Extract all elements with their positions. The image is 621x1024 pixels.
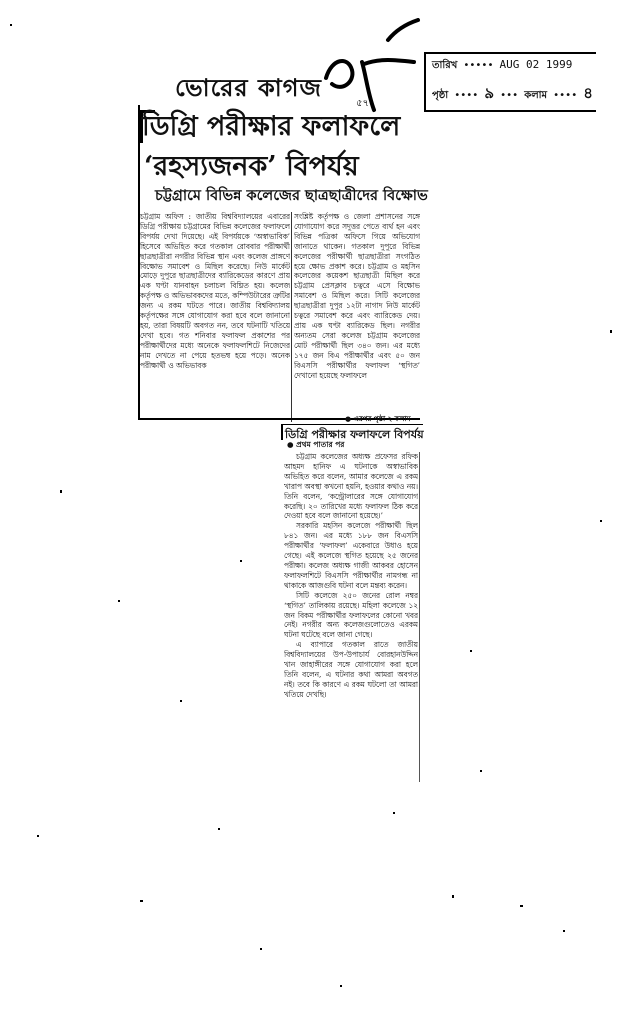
scan-speck: [218, 828, 220, 830]
scan-speck: [520, 905, 523, 907]
scan-speck: [37, 835, 39, 837]
column-divider: [291, 212, 292, 422]
scan-speck: [470, 650, 472, 652]
continuation-paragraph: সরকারি মহসিন কলেজে পরীক্ষার্থী ছিল ৮৪১ জন। এর মধ্যে ১৮৮ জন বিএসসি পরীক্ষার্থীর ‘ফলাফল’ একেবারে উধাও হয়ে গেছে। এই কলেজে স্থগিত হয়েছে ২৫ জনের পরীক্ষা। কলেজ অধ্যক্ষ গাজী আকবর হোসেন ফলাফলশিটে বিএসসি পরীক্ষার্থীর নামগন্ধ না থাকাকে আজগুবি ঘটনা বলে মন্তব্য করেন।: [284, 521, 418, 590]
scan-speck: [340, 985, 342, 987]
scan-speck: [180, 700, 182, 702]
scan-speck: [60, 490, 62, 493]
scan-speck: [480, 770, 482, 772]
scan-speck: [10, 24, 12, 26]
handwritten-mark: [318, 18, 426, 113]
continued-note: ● এরপর পৃষ্ঠা ২ কলাম: [345, 414, 411, 423]
headline-line-2: ‘রহস্যজনক’ বিপর্যয়: [144, 151, 359, 182]
continuation-title: ডিগ্রি পরীক্ষার ফলাফলে বিপর্যয়: [285, 428, 424, 441]
article-column-1: চট্টগ্রাম অফিস : জাতীয় বিশ্ববিদ্যালয়ের এবারের ডিগ্রি পরীক্ষায় চট্টগ্রামের বিভিন্ন কলেজের ফলাফলে বিপর্যয় দেখা দিয়েছে। এই বিপর্যয়কে ‘অস্বাভাবিক’ হিসেবে অভিহিত করে গতকাল রোববার পরীক্ষার্থী ছাত্রছাত্রীরা নগরীর বিভিন্ন স্থান এবং কলেজ প্রাঙ্গণে বিক্ষোভ সমাবেশ ও মিছিল করেছে। নিউ মার্কেট মোড়ে দুপুরে ছাত্রছাত্রীদের ব্যারিকেডের কারণে প্রায় এক ঘণ্টা যানবাহন চলাচল বিঘ্নিত হয়। কলেজ কর্তৃপক্ষ ও অভিভাবকদের মতে, কম্পিউটারের ত্রুটির জন্য এ রকম ঘটতে পারে। জাতীয় বিশ্ববিদ্যালয় কর্তৃপক্ষের সঙ্গে যোগাযোগ করা হবে বলে জানানো হয়, তারা বিষয়টি অবগত নন, তবে ঘটনাটি খতিয়ে দেখা হবে। গত শনিবার ফলাফল প্রকাশের পর পরীক্ষার্থীদের মধ্যে অনেকে ফলাফলশিটে নিজেদের নাম দেখতে না পেয়ে হতভম্ব হয়ে পড়ে। অনেক পরীক্ষার্থী ও অভিভাবক: [140, 212, 290, 370]
article-column-2: সংশ্লিষ্ট কর্তৃপক্ষ ও জেলা প্রশাসনের সঙ্গে যোগাযোগ করে সদুত্তর পেতে ব্যর্থ হন এবং বিভিন্ন পত্রিকা অফিসে গিয়ে অভিযোগ জানাতে থাকেন। গতকাল দুপুরে বিভিন্ন কলেজের পরীক্ষার্থী ছাত্রছাত্রীরা সংগঠিত হয়ে ক্ষোভ প্রকাশ করে। চট্টগ্রাম ও মহসিন কলেজের কয়েকশ ছাত্রছাত্রী মিছিল করে চট্টগ্রাম প্রেসক্লাব চত্বরে এসে বিক্ষোভ সমাবেশ ও মিছিল করে। সিটি কলেজের ছাত্রছাত্রীরা দুপুর ১২টা নাগাদ নিউ মার্কেট চত্বরে সমাবেশ করে এবং ব্যারিকেড দেয়। প্রায় এক ঘণ্টা ব্যারিকেড ছিল। নগরীর অন্যতম সেরা কলেজ চট্টগ্রাম কলেজের মোট পরীক্ষার্থী ছিল ৩৪০ জন। এর মধ্যে ১৭৫ জন বিএ পরীক্ষার্থীর এবং ৫০ জন বিএসসি পরীক্ষার্থীর ফলাফল ‘স্থগিত’ দেখানো হয়েছে ফলাফলে: [294, 212, 420, 380]
continuation-column: [284, 452, 418, 782]
handwritten-mark-text: ৫৭: [356, 98, 369, 109]
continuation-paragraph: সিটি কলেজে ২৫০ জনের রোল নম্বর ‘স্থগিত’ তালিকায় রয়েছে। মহিলা কলেজে ১২ জন বিকম পরীক্ষার্থীর ফলাফলের কোনো খবর নেই। নগরীর অন্য কলেজগুলোতেও এরকম ঘটনা ঘটেছে বলে জানা গেছে।: [284, 590, 418, 640]
continuation-right-edge: [419, 452, 420, 782]
date-stamp-box: তারিখ ••••• AUG 02 1999 পৃষ্ঠা •••• ৯ ••• কলাম •••• ৪: [424, 52, 596, 112]
headline-line-1: ডিগ্রি পরীক্ষার ফলাফলে: [142, 111, 401, 142]
newspaper-name: ভোরের কাগজ: [175, 73, 322, 102]
continuation-from-note: ● প্রথম পাতার পর: [287, 440, 345, 449]
scan-speck: [118, 600, 120, 602]
scan-speck: [240, 560, 242, 562]
scan-speck: [610, 330, 612, 333]
page-value: ৯: [484, 84, 495, 102]
continuation-paragraph: চট্টগ্রাম কলেজের অধ্যক্ষ প্রফেসর রফিক আহমদ হানিফ এ ঘটনাকে অস্বাভাবিক অভিহিত করে বলেন, আমার কলেজে এ রকম খারাপ অবস্থা কখনো হয়নি, হওয়ার কথাও নয়। তিনি বলেন, ‘কন্ট্রোলারের সঙ্গে যোগাযোগ করেছি। ২০ তারিখের মধ্যে ফলাফল ঠিক করে দেওয়া হবে বলে জানানো হয়েছে।’: [284, 452, 418, 521]
column-value: ৪: [583, 84, 593, 102]
article-headline: [142, 107, 400, 187]
column-label: কলাম: [524, 90, 548, 101]
page-label: পৃষ্ঠা: [432, 90, 449, 101]
continuation-paragraph: এ ব্যাপারে গতকাল রাতে জাতীয় বিশ্ববিদ্যালয়ের উপ-উপাচার্য বোরহানউদ্দিন খান জাহাঙ্গীরের সঙ্গে যোগাযোগ করা হলে তিনি বলেন, এ ঘটনার কথা আমরা অবগত নই। তবে কি কারণে এ রকম ঘটলো তা আমরা খতিয়ে দেখছি।: [284, 640, 418, 699]
scan-speck: [452, 895, 454, 898]
scan-speck: [260, 948, 262, 950]
scan-speck: [600, 520, 602, 522]
article-subheadline: চট্টগ্রামে বিভিন্ন কলেজের ছাত্রছাত্রীদের বিক্ষোভ: [155, 187, 428, 204]
scan-speck: [563, 930, 565, 932]
scan-speck: [140, 900, 143, 902]
date-value: AUG 02 1999: [499, 58, 573, 71]
date-label: তারিখ: [432, 60, 458, 71]
scan-speck: [393, 812, 395, 814]
